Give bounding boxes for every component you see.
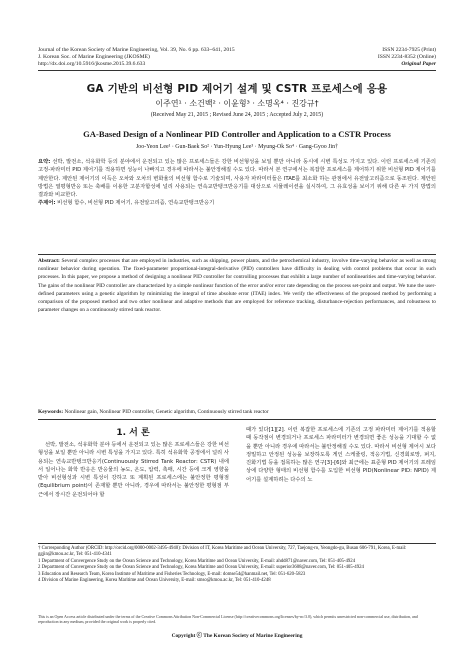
title-korean: GA 기반의 비선형 PID 제어기 설계 및 CSTR 프로세스에 응용	[86, 83, 388, 95]
intro-right-column: 때가 있다[1][2]. 이런 복잡한 프로세스에 기존의 고정 파라미터 제어기를 적용할 때 동작점이 변경되거나 프로세스 파라미터가 변경되면 좋은 성능을 기대할 수 없을 뿐만 아니라 경우에 따라서는 불안정해질 수도 있다. 따라서 비선형 제어시 보다 정밀하고 안정된 성능을 보장하도록 게인 스케줄링, 적응기법, 신경회로망, 퍼지, 진화기법 등을 접목하는 많은 연구[3]-[6]와 최근에는 표준형 PID 제어기의 프레임 상에 다양한 형태의 비선형 함수를 도입한 비선형 PID(Nonlinear PID: NPID) 제어기를 설계하려는 다수의 노	[246, 427, 436, 483]
abstract-korean-text: 선박, 발전소, 석유화학 등의 분야에서 운전되고 있는 많은 프로세스들은 강한 비선형성을 보일 뿐만 아니라 동시에 시변 특성도 가지고 있다. 이런 프로세스에 기존의 고정-파라미터 PID 제어기를 적용하면 성능이 나빠지고 경우에 따라서는 불안정해질 수도 있다. 따라서 본 연구에서는 복잡한 프로세스를 제어하기 위한 비선형 PID 제어기를 제안한다. 제안된 제어기의 이득은 오차와 오차의 변화율의 비선형 함수로 기술되며, 사용자 파라미터들은 ITAE를 최소화 하는 관점에서 유전알고리즘으로 동조된다. 제안된 방법은 열평형반응 또는 축배를 이용한 고분자합성에 널리 사용되는 연속교반탱크반응기를 대상으로 시뮬레이션을 실시하여, 그 유효성을 보이기 위해 다른 두 가지 방법의 결과와 비교한다.	[38, 159, 436, 199]
journal-abbrev: J. Korean Soc. of Marine Engineering (JKOSME)	[38, 54, 150, 60]
section-heading-introduction: 1. 서 론	[116, 428, 150, 438]
keywords-divider	[38, 419, 436, 420]
doi-link[interactable]: http://dx.doi.org/10.5916/jkosme.2015.39.6.633	[38, 61, 146, 67]
license-notice: This is an Open Access article distributed under the terms of the Creative Commons Attribution Non-Commercial License (http://creativecommons.org/licenses/by-nc/3.0), which permits unrestricted non-commercial use, distribution, and reproduction in any medium, provided the original work is properly cited.	[38, 614, 418, 625]
abstract-korean	[38, 158, 436, 208]
received-dates: (Received May 21, 2015 ; Revised June 24, 2015 ; Accepted July 2, 2015)	[150, 112, 324, 118]
footnotes	[38, 546, 436, 584]
footnote-rule	[38, 543, 436, 544]
issn-online: ISSN 2234-8352 (Online)	[377, 54, 436, 60]
copyright-notice: Copyright ⓒ The Korean Society of Marine Engineering	[171, 633, 303, 639]
abstract-english-label: Abstract:	[38, 258, 60, 264]
keywords-korean: 비선형 함수, 비선형 PID 제어기, 유전알고리즘, 연속교반탱크반응기	[57, 200, 215, 207]
footnote-4: 4 Division of Marine Engineering, Korea Maritime and Ocean University, E-mail: smso@kmou.ac.kr, Tel: 051-410-4248	[38, 578, 271, 584]
footnote-corresponding: † Corresponding Author (ORCID: http://orcid.org/0000-0002-3495-4940): Division of IT, Korea Maritime and Ocean University, 727, Taejong-ro, Yeongdo-gu, Busan 606-791, Korea, E-mail: ggjin@kmou.ac.kr, Tel: 051-410-4341	[38, 546, 407, 558]
keywords-english-label: Keywords:	[38, 409, 64, 415]
footnote-1: 1 Department of Convergence Study on the Ocean Science and Technology, Korea Maritime and Ocean University, E-mail: ahdd871@naver.com, Tel: 051-405-4924	[38, 558, 356, 564]
keywords-english: Nonlinear gain, Nonlinear PID controller, Genetic algorithm, Continuously stirred tank reactor	[64, 409, 269, 415]
abstract-english	[38, 257, 436, 314]
keywords-korean-label: 주제어:	[38, 200, 56, 207]
title-english: GA-Based Design of a Nonlinear PID Controller and Application to a CSTR Process	[83, 129, 391, 139]
header-rule	[38, 70, 436, 71]
journal-line: Journal of the Korean Society of Marine Engineering, Vol. 39, No. 6 pp. 633~641, 2015	[38, 47, 235, 53]
authors-english: Joo-Yeon Lee¹ · Gun-Baek So² · Yun-Hyung Lee³ · Myung-Ok So⁴ · Gang-Gyoo Jin†	[135, 144, 339, 150]
abstract-english-text: Several complex processes that are employed in industries, such as shipping, power plants, and the petrochemical industry, involve time-varying behavior as well as strong nonlinear behavior during operation. The fixed-parameter proportional-integral-derivative (PID) controllers have difficulty in dealing with control problems that occur in such processes. In this paper, we propose a method of designing a nonlinear PID controller for controlling processes that exhibit a large number of nonlinearities and time-varying behavior. The gains of the nonlinear PID controller are characterized by a simple nonlinear function of the error and/or error rate depending on the process set-point and output. We tune the user-defined parameters using a genetic algorithm by minimizing the integral of time absolute error (ITAE) index. We verify the effectiveness of the proposed method by performing a comparison of the proposed method and two other nonlinear and adaptive methods that are employed for reference tracking, disturbance-rejection performances, and robustness to parameter changes on a continuously stirred tank reactor.	[38, 258, 436, 314]
keywords-english-line	[38, 408, 436, 416]
abstract-korean-label: 요약:	[38, 159, 51, 165]
issn-print: ISSN 2234-7925 (Print)	[382, 47, 436, 53]
abstract-divider	[38, 254, 436, 255]
footnote-3: 3 Education and Research Team, Korea Institute of Maritime and Fisheries Technology, E-mail: domse54@hanmail.net, Tel: 051-620-5823	[38, 571, 306, 577]
footnote-2: 2 Department of Convergence Study on the Ocean Science and Technology, Korea Maritime and Ocean University, E-mail: superior3608@naver.com, Tel: 051-405-4924	[38, 565, 364, 571]
paper-type: Original Paper	[401, 61, 436, 67]
intro-left-column: 선박, 발전소, 석유화학 분야 등에서 운전되고 있는 많은 프로세스들은 강한 비선형성을 보일 뿐만 아니라 시변 특성을 가지고 있다. 특히 석유화학 공정에서 널리 사용되는 연속교반탱크반응기(Continuously Stirred Tank Reactor: CSTR) 내에서 일어나는 화학 반응은 반응물의 농도, 온도, 압력, 촉매, 시간 등에 크게 영향을 받아 비선형성과 시변 특성이 강하고 또 계획된 프로세스에는 불안정한 평형점(Equilibrium point)이 존재할 뿐만 아니라, 경우에 따라서는 불안정한 평형점 부근에서 장시간 운전되어야 할	[38, 442, 229, 498]
authors-korean: 이주연¹ · 소건백² · 이윤형³ · 소명옥⁴ · 진강규†	[155, 99, 319, 108]
